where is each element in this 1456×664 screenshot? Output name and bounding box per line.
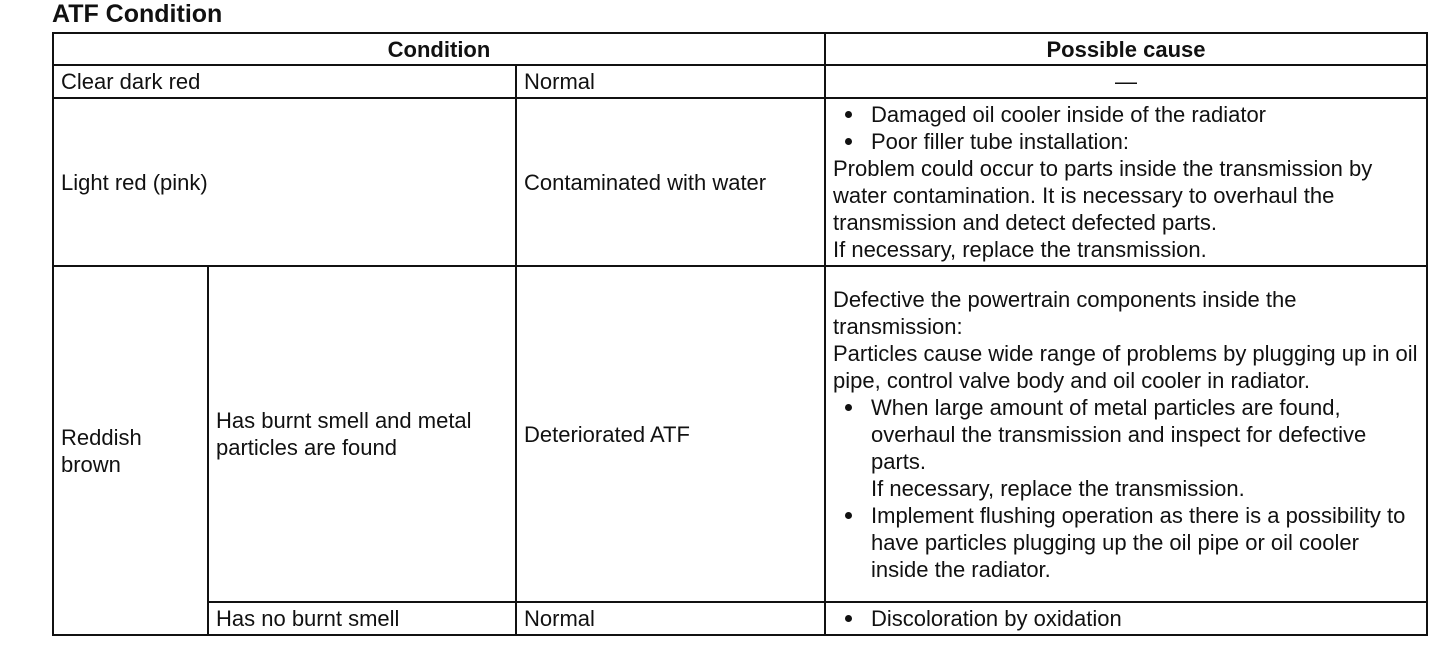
table-row bbox=[53, 65, 1427, 98]
possible-cause-cell bbox=[825, 266, 1427, 602]
bullet-item: When large amount of metal particles are found, overhaul the transmission and inspect for defective parts. bbox=[833, 394, 1419, 475]
possible-cause-cell bbox=[825, 98, 1427, 266]
table-row bbox=[53, 98, 1427, 266]
page-title: ATF Condition bbox=[52, 0, 223, 28]
condition-state-cell: Normal bbox=[516, 65, 825, 98]
bullet-item: Discoloration by oxidation bbox=[833, 605, 1419, 632]
condition-smell-cell: Has no burnt smell bbox=[208, 602, 516, 635]
cause-text: Particles cause wide range of problems by plugging up in oil pipe, control valve body and oil cooler in radiator. bbox=[833, 340, 1418, 393]
possible-cause-cell bbox=[825, 602, 1427, 635]
bullet-item: Poor filler tube installation: bbox=[833, 128, 1419, 155]
condition-smell-cell: Has burnt smell and metal particles are found bbox=[208, 266, 516, 602]
cause-text: If necessary, replace the transmission. bbox=[833, 237, 1207, 262]
condition-color-cell: Light red (pink) bbox=[53, 98, 516, 266]
header-row bbox=[53, 33, 1427, 65]
cause-text: Problem could occur to parts inside the transmission by water contamination. It is necessary to overhaul the transmission and detect defected parts. bbox=[833, 156, 1373, 235]
condition-state-cell: Deteriorated ATF bbox=[516, 266, 825, 602]
bullet-note: If necessary, replace the transmission. bbox=[871, 475, 1245, 501]
table-row bbox=[53, 266, 1427, 602]
table-row bbox=[53, 602, 1427, 635]
dash-mark: — bbox=[1115, 69, 1137, 94]
condition-state-cell: Normal bbox=[516, 602, 825, 635]
header-possible-cause: Possible cause bbox=[825, 33, 1427, 65]
condition-color-cell: Clear dark red bbox=[53, 65, 516, 98]
bullet-item: Implement flushing operation as there is a possibility to have particles plugging up the oil pipe or oil cooler inside the radiator. bbox=[833, 502, 1419, 583]
cause-text: Defective the powertrain components inside the transmission: bbox=[833, 286, 1297, 339]
atf-condition-table bbox=[52, 32, 1428, 636]
condition-state-cell: Contaminated with water bbox=[516, 98, 825, 266]
bullet-item: Damaged oil cooler inside of the radiator bbox=[833, 101, 1419, 128]
possible-cause-cell bbox=[825, 65, 1427, 98]
condition-color-cell: Reddish brown bbox=[53, 266, 208, 635]
header-condition: Condition bbox=[53, 33, 825, 65]
